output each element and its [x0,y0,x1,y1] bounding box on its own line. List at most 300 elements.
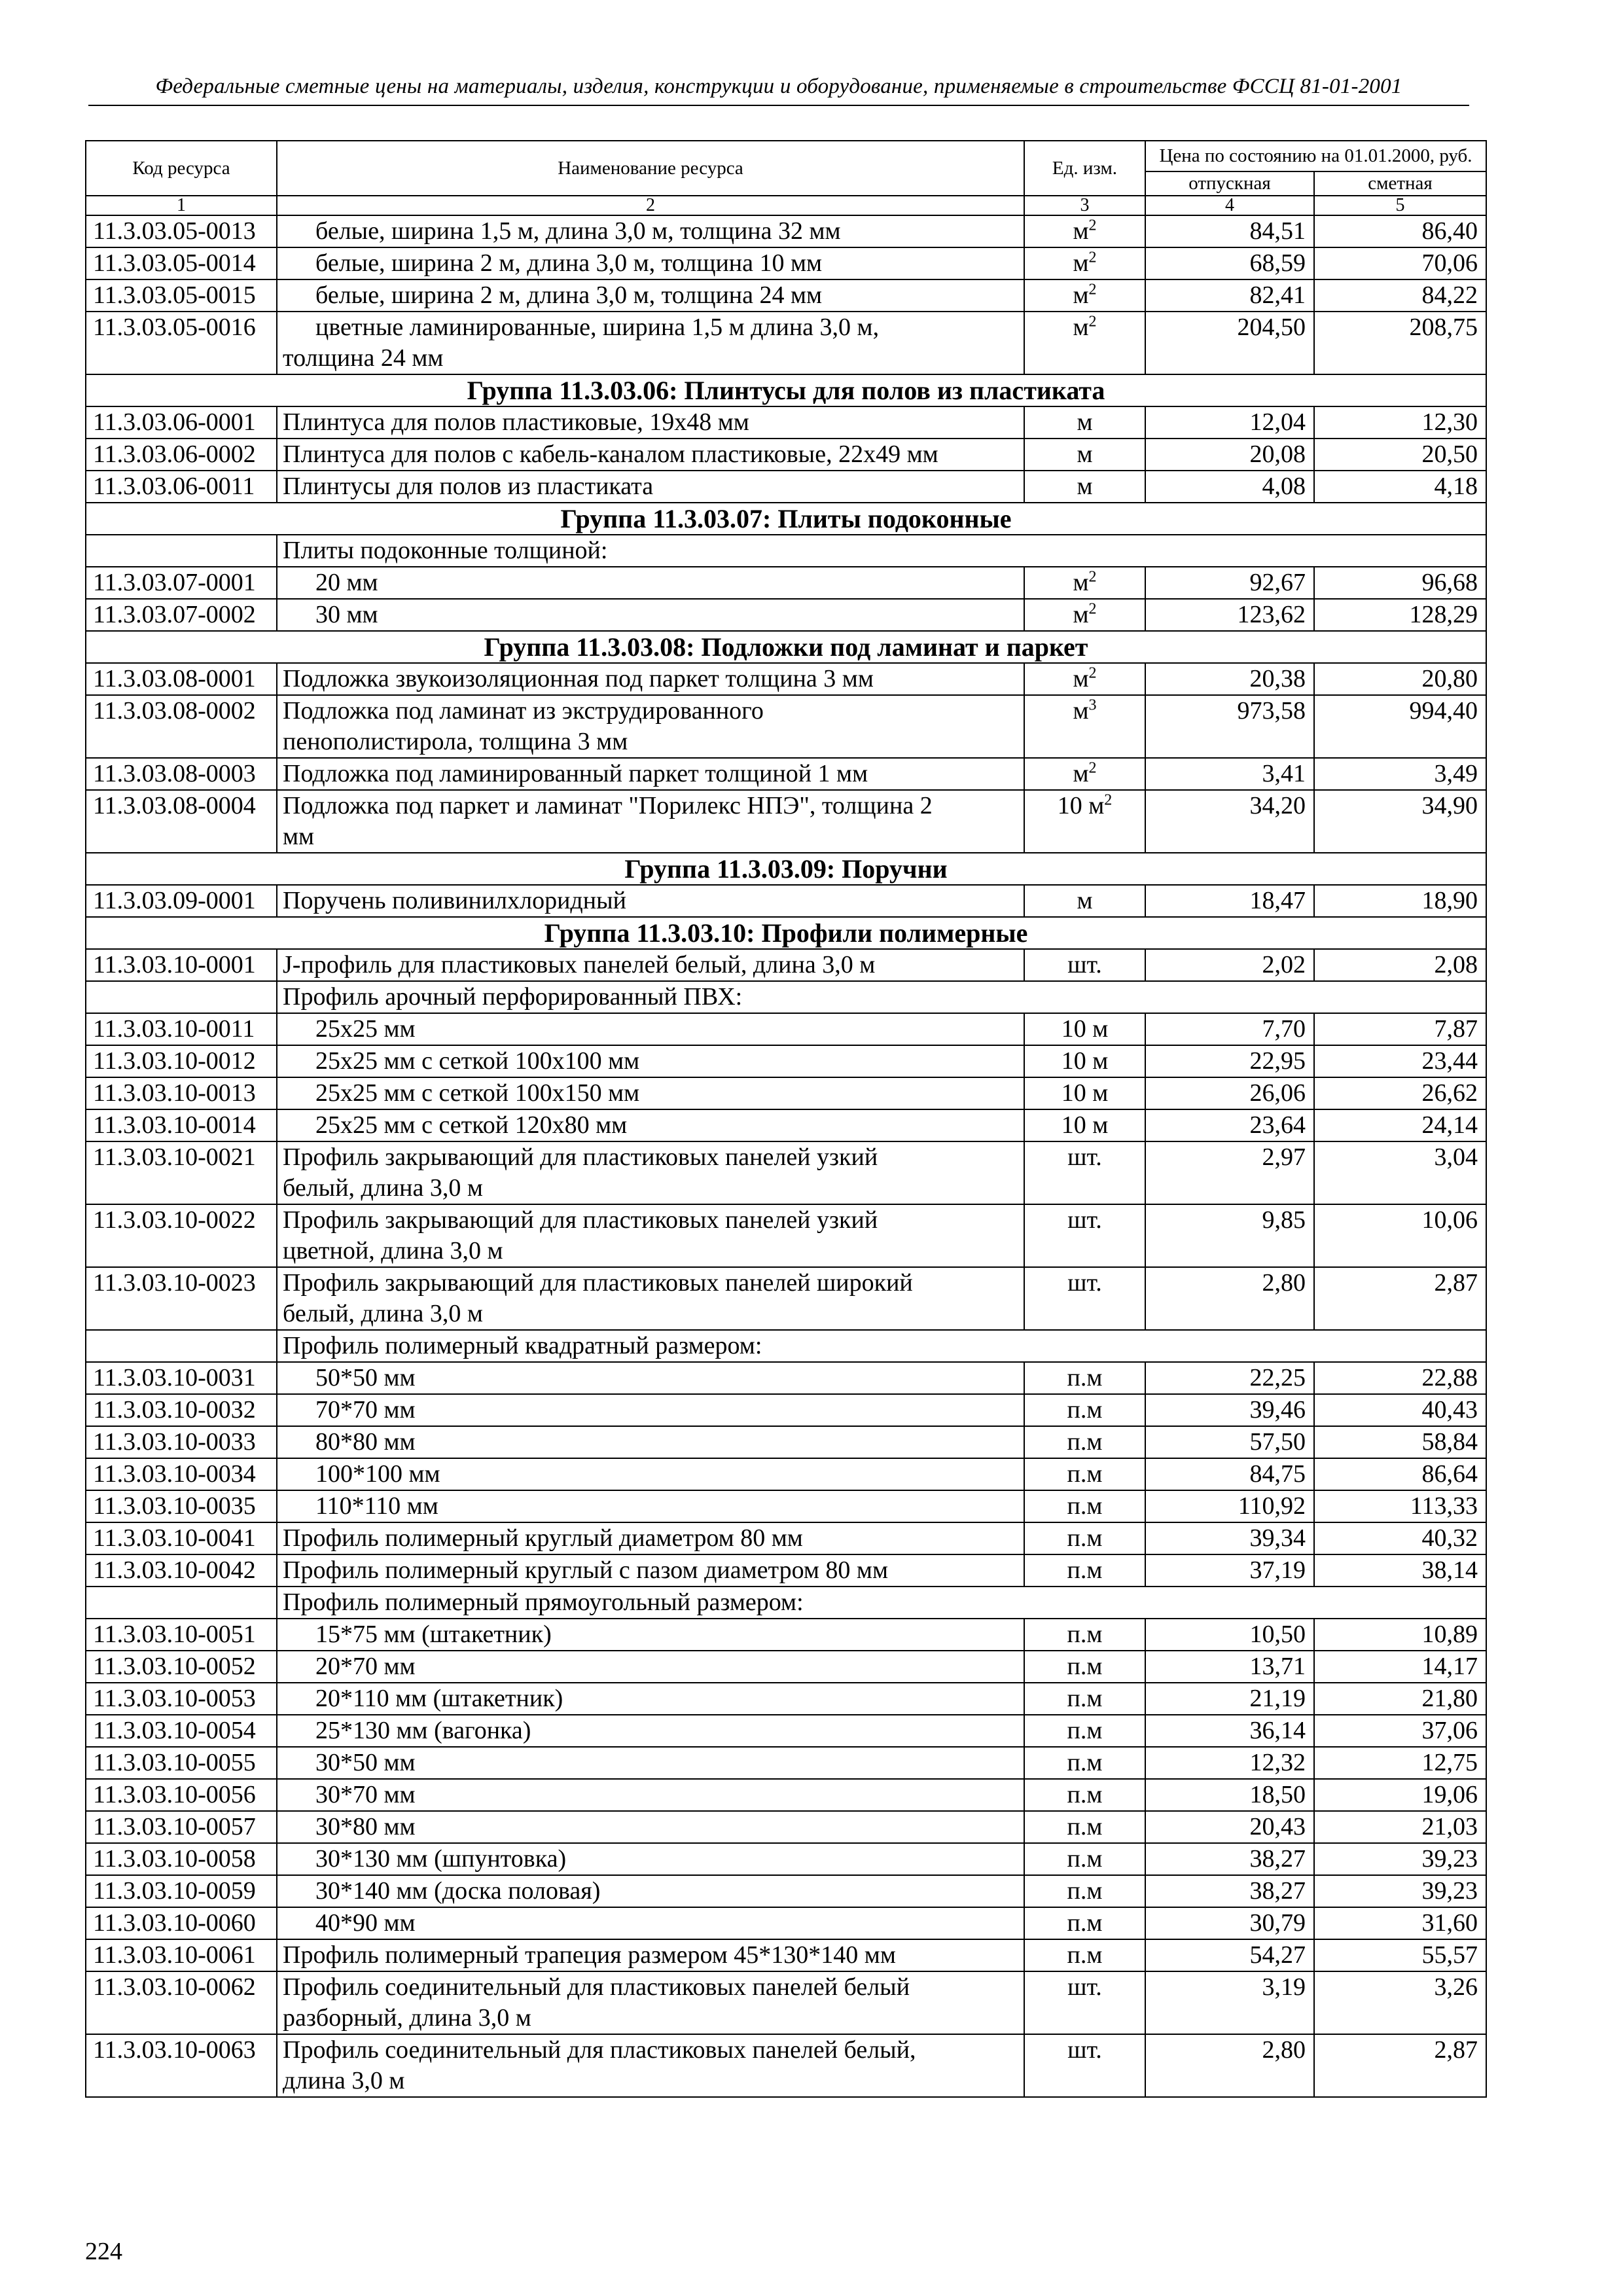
unit-text: м [1077,408,1093,436]
resource-code: 11.3.03.05-0014 [86,247,277,279]
resource-code: 11.3.03.10-0014 [86,1109,277,1141]
group-title: Группа 11.3.03.09: Поручни [86,853,1486,885]
resource-name-continuation: длина 3,0 м [283,2067,405,2094]
unit-text: м [1073,601,1089,628]
subheading-row [86,981,1486,1013]
group-title: Группа 11.3.03.08: Подложки под ламинат и паркет [86,631,1486,663]
unit-text: шт. [1067,951,1102,978]
unit-text: п.м [1067,1396,1103,1424]
subheading-text: Профиль арочный перфорированный ПВХ: [277,981,1486,1013]
resource-name [277,1013,1024,1045]
unit-text: 10 м [1061,1079,1109,1107]
group-title: Группа 11.3.03.07: Плиты подоконные [86,503,1486,535]
price-estimate: 18,90 [1314,885,1486,917]
table-row [86,1554,1486,1587]
resource-name [277,1554,1024,1587]
table-row [86,949,1486,981]
subheading-text: Профиль полимерный прямоугольный размером: [277,1587,1486,1619]
resource-name [277,1426,1024,1458]
header-rule [88,105,1469,106]
unit-exponent: 3 [1088,696,1097,714]
table-row [86,1013,1486,1045]
unit-cell [1024,885,1145,917]
unit-exponent: 2 [1088,313,1097,331]
table-row [86,1843,1486,1875]
price-release: 54,27 [1145,1939,1314,1971]
column-number: 3 [1024,196,1145,215]
table-row [86,1683,1486,1715]
price-release: 2,80 [1145,1267,1314,1330]
unit-cell [1024,439,1145,471]
resource-name-line: 80*80 мм [315,1428,416,1456]
code-cell [86,981,277,1013]
resource-name [277,1779,1024,1811]
resource-name [277,1267,1024,1330]
resource-name [277,758,1024,790]
price-release: 37,19 [1145,1554,1314,1587]
unit-cell [1024,695,1145,758]
column-number: 2 [277,196,1024,215]
price-release: 9,85 [1145,1204,1314,1267]
resource-code: 11.3.03.10-0012 [86,1045,277,1077]
resource-name [277,1490,1024,1522]
unit-cell [1024,279,1145,312]
table-body [86,215,1486,2097]
table-row [86,1619,1486,1651]
table-row [86,406,1486,439]
resource-name-line: 25х25 мм [315,1015,416,1043]
unit-exponent: 2 [1088,217,1097,234]
unit-text: м [1073,217,1089,245]
resource-name [277,1362,1024,1394]
page-header: Федеральные сметные цены на материалы, изделия, конструкции и оборудование, применяемые в строительстве ФССЦ 81-01-2001 [155,75,1402,98]
unit-cell [1024,1013,1145,1045]
resource-name-line: 30*80 мм [315,1813,416,1840]
unit-text: 10 м [1061,1047,1109,1075]
resource-code: 11.3.03.10-0042 [86,1554,277,1587]
table-row [86,599,1486,631]
price-release: 68,59 [1145,247,1314,279]
resource-code: 11.3.03.06-0011 [86,471,277,503]
resource-name [277,406,1024,439]
unit-cell [1024,1426,1145,1458]
price-release: 12,32 [1145,1747,1314,1779]
resource-name [277,1077,1024,1109]
unit-cell [1024,1747,1145,1779]
resource-name-line: 15*75 мм (штакетник) [315,1621,552,1648]
price-estimate: 21,03 [1314,1811,1486,1843]
unit-text: м [1073,314,1089,341]
unit-cell [1024,1811,1145,1843]
unit-exponent: 2 [1088,600,1097,618]
resource-name [277,279,1024,312]
unit-text: п.м [1067,1653,1103,1680]
unit-cell [1024,663,1145,695]
price-release: 36,14 [1145,1715,1314,1747]
resource-code: 11.3.03.10-0041 [86,1522,277,1554]
unit-cell [1024,1204,1145,1267]
resource-code: 11.3.03.10-0032 [86,1394,277,1426]
price-estimate: 3,04 [1314,1141,1486,1204]
resource-name-line: Плинтуса для полов с кабель-каналом пластиковые, 22х49 мм [283,440,938,468]
table-row [86,471,1486,503]
price-estimate: 26,62 [1314,1077,1486,1109]
resource-name-line: J-профиль для пластиковых панелей белый, длина 3,0 м [283,951,876,978]
table-row [86,439,1486,471]
unit-cell [1024,758,1145,790]
code-cell [86,1587,277,1619]
unit-text: п.м [1067,1877,1103,1905]
unit-cell [1024,1045,1145,1077]
price-estimate: 128,29 [1314,599,1486,631]
unit-cell [1024,1715,1145,1747]
resource-name-continuation: цветной, длина 3,0 м [283,1237,503,1265]
resource-name [277,1939,1024,1971]
group-heading-row [86,503,1486,535]
resource-name-line: Поручень поливинилхлоридный [283,887,626,914]
resource-code: 11.3.03.10-0021 [86,1141,277,1204]
unit-text: м [1073,760,1089,787]
unit-cell [1024,1779,1145,1811]
price-estimate: 24,14 [1314,1109,1486,1141]
header-price-estimate: сметная [1314,171,1486,196]
price-release: 7,70 [1145,1013,1314,1045]
resource-code: 11.3.03.08-0003 [86,758,277,790]
resource-code: 11.3.03.10-0055 [86,1747,277,1779]
price-estimate: 21,80 [1314,1683,1486,1715]
resource-name-line: 40*90 мм [315,1909,416,1937]
unit-text: шт. [1067,1973,1102,2001]
resource-name-continuation: мм [283,823,315,850]
unit-text: м [1073,281,1089,309]
unit-text: м [1073,249,1089,277]
resource-code: 11.3.03.10-0054 [86,1715,277,1747]
resource-name [277,247,1024,279]
unit-cell [1024,1077,1145,1109]
unit-cell [1024,1939,1145,1971]
resource-code: 11.3.03.10-0060 [86,1907,277,1939]
price-estimate: 3,49 [1314,758,1486,790]
price-estimate: 86,64 [1314,1458,1486,1490]
resource-code: 11.3.03.10-0011 [86,1013,277,1045]
price-release: 973,58 [1145,695,1314,758]
price-release: 110,92 [1145,1490,1314,1522]
unit-text: шт. [1067,1269,1102,1297]
price-release: 12,04 [1145,406,1314,439]
unit-cell [1024,790,1145,853]
unit-text: м [1073,665,1089,692]
price-estimate: 84,22 [1314,279,1486,312]
table-row [86,567,1486,599]
table-row [86,1362,1486,1394]
resource-code: 11.3.03.10-0062 [86,1971,277,2034]
unit-text: м [1073,569,1089,596]
resource-name [277,312,1024,374]
price-estimate: 2,08 [1314,949,1486,981]
resource-code: 11.3.03.08-0001 [86,663,277,695]
resource-code: 11.3.03.10-0056 [86,1779,277,1811]
resource-code: 11.3.03.06-0001 [86,406,277,439]
unit-text: п.м [1067,1749,1103,1776]
table-row [86,1394,1486,1426]
resource-name-line: Профиль соединительный для пластиковых панелей белый, [283,2036,916,2064]
code-cell [86,535,277,567]
unit-cell [1024,1490,1145,1522]
price-release: 34,20 [1145,790,1314,853]
resource-code: 11.3.03.10-0033 [86,1426,277,1458]
price-estimate: 994,40 [1314,695,1486,758]
table-row [86,1779,1486,1811]
table-row [86,312,1486,374]
price-estimate: 38,14 [1314,1554,1486,1587]
table-row [86,1204,1486,1267]
column-number: 5 [1314,196,1486,215]
price-release: 10,50 [1145,1619,1314,1651]
price-release: 84,75 [1145,1458,1314,1490]
header-unit: Ед. изм. [1024,141,1145,196]
price-release: 18,47 [1145,885,1314,917]
resource-name-line: 30*140 мм (доска половая) [315,1877,601,1905]
price-release: 21,19 [1145,1683,1314,1715]
table-row [86,1939,1486,1971]
resource-name-line: 100*100 мм [315,1460,440,1488]
price-estimate: 10,06 [1314,1204,1486,1267]
header-price: Цена по состоянию на 01.01.2000, руб. [1145,141,1486,171]
resource-code: 11.3.03.09-0001 [86,885,277,917]
price-estimate: 58,84 [1314,1426,1486,1458]
price-release: 39,34 [1145,1522,1314,1554]
resource-name-line: 20*70 мм [315,1653,416,1680]
resource-name-line: 70*70 мм [315,1396,416,1424]
price-release: 26,06 [1145,1077,1314,1109]
unit-cell [1024,215,1145,247]
resource-name [277,1747,1024,1779]
resource-name-line: 20 мм [315,569,378,596]
unit-text: 10 м [1061,1111,1109,1139]
resource-name-line: Профиль полимерный трапеция размером 45*130*140 мм [283,1941,896,1969]
table-row [86,1651,1486,1683]
table-row [86,790,1486,853]
price-estimate: 22,88 [1314,1362,1486,1394]
unit-cell [1024,406,1145,439]
unit-text: п.м [1067,1621,1103,1648]
table-row [86,279,1486,312]
unit-text: п.м [1067,1364,1103,1391]
resource-name-continuation: разборный, длина 3,0 м [283,2004,531,2032]
price-estimate: 2,87 [1314,2034,1486,2097]
page-number: 224 [85,2238,122,2265]
resource-name-line: Подложка под ламинированный паркет толщиной 1 мм [283,760,868,787]
group-title: Группа 11.3.03.10: Профили полимерные [86,917,1486,949]
resource-code: 11.3.03.10-0059 [86,1875,277,1907]
price-estimate: 39,23 [1314,1875,1486,1907]
resource-name-line: 25*130 мм (вагонка) [315,1717,531,1744]
resource-name [277,215,1024,247]
table-row [86,1141,1486,1204]
resource-code: 11.3.03.10-0063 [86,2034,277,2097]
table-row [86,1971,1486,2034]
price-release: 23,64 [1145,1109,1314,1141]
resource-code: 11.3.03.10-0061 [86,1939,277,1971]
resource-name [277,1394,1024,1426]
resource-code: 11.3.03.10-0052 [86,1651,277,1683]
price-release: 13,71 [1145,1651,1314,1683]
unit-text: п.м [1067,1941,1103,1969]
resource-name [277,2034,1024,2097]
resource-name-line: 30*130 мм (шпунтовка) [315,1845,567,1873]
price-release: 3,41 [1145,758,1314,790]
unit-cell [1024,247,1145,279]
price-estimate: 3,26 [1314,1971,1486,2034]
column-number: 1 [86,196,277,215]
price-estimate: 10,89 [1314,1619,1486,1651]
price-estimate: 23,44 [1314,1045,1486,1077]
unit-text: п.м [1067,1428,1103,1456]
price-estimate: 34,90 [1314,790,1486,853]
header-code: Код ресурса [86,141,277,196]
subheading-text: Плиты подоконные толщиной: [277,535,1486,567]
resource-name [277,663,1024,695]
resource-code: 11.3.03.08-0002 [86,695,277,758]
resource-name [277,1907,1024,1939]
price-release: 20,08 [1145,439,1314,471]
unit-cell [1024,1651,1145,1683]
resource-name [277,949,1024,981]
resource-name-line: Подложка под ламинат из экструдированного [283,697,764,725]
table-row [86,1907,1486,1939]
price-estimate: 7,87 [1314,1013,1486,1045]
resource-name [277,471,1024,503]
price-release: 39,46 [1145,1394,1314,1426]
unit-text: п.м [1067,1813,1103,1840]
resource-name-line: белые, ширина 2 м, длина 3,0 м, толщина 24 мм [315,281,823,309]
resource-name-line: белые, ширина 1,5 м, длина 3,0 м, толщина 32 мм [315,217,841,245]
unit-cell [1024,1971,1145,2034]
resource-name-line: 50*50 мм [315,1364,416,1391]
resource-name-line: Плинтусы для полов из пластиката [283,473,654,500]
table-row [86,1522,1486,1554]
price-estimate: 40,32 [1314,1522,1486,1554]
resource-code: 11.3.03.10-0034 [86,1458,277,1490]
unit-exponent: 2 [1088,664,1097,682]
price-estimate: 12,75 [1314,1747,1486,1779]
unit-text: п.м [1067,1685,1103,1712]
resource-name [277,1522,1024,1554]
unit-cell [1024,471,1145,503]
price-release: 92,67 [1145,567,1314,599]
unit-exponent: 2 [1088,568,1097,586]
resource-name-line: 30 мм [315,601,378,628]
resource-name [277,1458,1024,1490]
subheading-row [86,1587,1486,1619]
code-cell [86,1330,277,1362]
unit-text: п.м [1067,1781,1103,1808]
unit-cell [1024,599,1145,631]
unit-cell [1024,312,1145,374]
resource-code: 11.3.03.05-0013 [86,215,277,247]
table-row [86,1715,1486,1747]
resource-code: 11.3.03.10-0053 [86,1683,277,1715]
table-row [86,215,1486,247]
table-row [86,1458,1486,1490]
resource-name [277,1204,1024,1267]
price-estimate: 20,80 [1314,663,1486,695]
price-estimate: 96,68 [1314,567,1486,599]
unit-exponent: 2 [1088,249,1097,266]
resource-code: 11.3.03.06-0002 [86,439,277,471]
unit-text: п.м [1067,1460,1103,1488]
price-release: 20,38 [1145,663,1314,695]
resource-name [277,1843,1024,1875]
price-estimate: 14,17 [1314,1651,1486,1683]
price-estimate: 2,87 [1314,1267,1486,1330]
unit-text: п.м [1067,1524,1103,1552]
unit-cell [1024,1362,1145,1394]
unit-cell [1024,1394,1145,1426]
resource-name-line: 110*110 мм [315,1492,438,1520]
price-release: 123,62 [1145,599,1314,631]
price-release: 38,27 [1145,1843,1314,1875]
price-release: 2,97 [1145,1141,1314,1204]
resource-code: 11.3.03.10-0001 [86,949,277,981]
price-release: 204,50 [1145,312,1314,374]
price-estimate: 55,57 [1314,1939,1486,1971]
resource-name [277,1109,1024,1141]
unit-exponent: 2 [1104,791,1113,809]
unit-cell [1024,1109,1145,1141]
resource-name [277,1715,1024,1747]
price-release: 4,08 [1145,471,1314,503]
resource-code: 11.3.03.07-0001 [86,567,277,599]
price-release: 2,02 [1145,949,1314,981]
table-row [86,1045,1486,1077]
price-estimate: 4,18 [1314,471,1486,503]
unit-text: п.м [1067,1556,1103,1584]
unit-text: м [1077,887,1093,914]
resource-name [277,439,1024,471]
table-row [86,695,1486,758]
resource-name-line: 25х25 мм с сеткой 100х100 мм [315,1047,640,1075]
resource-name-line: Профиль закрывающий для пластиковых панелей узкий [283,1206,878,1234]
unit-text: п.м [1067,1492,1103,1520]
price-estimate: 208,75 [1314,312,1486,374]
unit-cell [1024,1554,1145,1587]
table-row [86,663,1486,695]
group-heading-row [86,917,1486,949]
unit-text: п.м [1067,1845,1103,1873]
header-price-release: отпускная [1145,171,1314,196]
resource-name-line: Профиль полимерный круглый с пазом диаметром 80 мм [283,1556,889,1584]
price-estimate: 113,33 [1314,1490,1486,1522]
unit-exponent: 2 [1088,759,1097,777]
resource-name-line: Подложка под паркет и ламинат "Порилекс НПЭ", толщина 2 [283,792,933,819]
table-row [86,1875,1486,1907]
resource-name [277,1619,1024,1651]
resource-code: 11.3.03.08-0004 [86,790,277,853]
unit-cell [1024,1141,1145,1204]
resource-name-line: 30*50 мм [315,1749,416,1776]
unit-cell [1024,1458,1145,1490]
price-estimate: 70,06 [1314,247,1486,279]
resource-name-line: 20*110 мм (штакетник) [315,1685,563,1712]
unit-text: п.м [1067,1909,1103,1937]
unit-text: 10 м [1061,1015,1109,1043]
resource-name-line: Подложка звукоизоляционная под паркет толщина 3 мм [283,665,874,692]
price-estimate: 39,23 [1314,1843,1486,1875]
resource-name-line: Профиль закрывающий для пластиковых панелей широкий [283,1269,913,1297]
unit-cell [1024,1267,1145,1330]
table-row [86,1267,1486,1330]
